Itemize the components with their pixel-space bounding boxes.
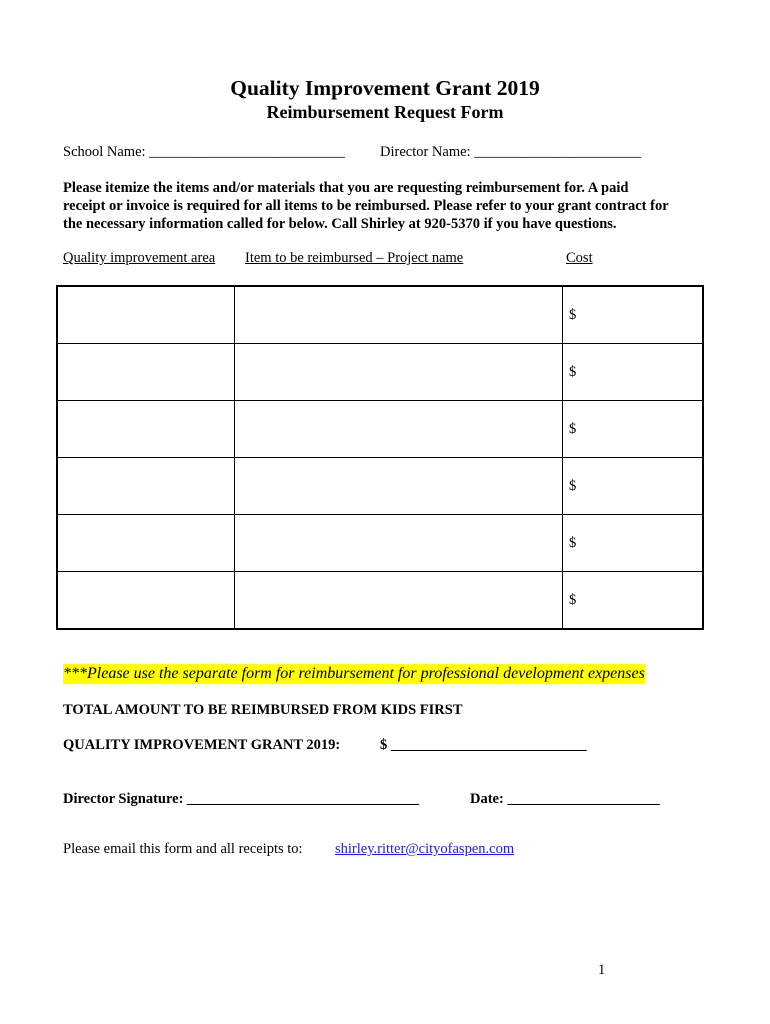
cost-cell[interactable]: $ — [563, 286, 704, 344]
instructions-line-1: Please itemize the items and/or materials that you are requesting reimbursement for. A paid — [63, 180, 629, 196]
cost-cell[interactable]: $ — [563, 515, 704, 572]
grant-total-field[interactable]: $ ___________________________ — [380, 737, 587, 753]
area-cell[interactable] — [57, 286, 235, 344]
instructions-paragraph — [63, 179, 713, 233]
instructions-line-3: the necessary information called for below. Call Shirley at 920-5370 if you have questions. — [63, 216, 617, 232]
column-header-item: Item to be reimbursed – Project name — [245, 250, 464, 266]
table-row — [57, 515, 703, 572]
area-cell[interactable] — [57, 458, 235, 515]
table-row — [57, 344, 703, 401]
school-name-field[interactable]: School Name: ___________________________ — [63, 144, 345, 160]
area-cell[interactable] — [57, 401, 235, 458]
item-cell[interactable] — [235, 458, 563, 515]
email-link[interactable]: shirley.ritter@cityofaspen.com — [335, 841, 515, 857]
page-number: 1 — [598, 962, 606, 978]
table-row — [57, 286, 703, 344]
table-row — [57, 572, 703, 630]
cost-cell[interactable]: $ — [563, 401, 704, 458]
area-cell[interactable] — [57, 515, 235, 572]
form-subtitle: Reimbursement Request Form — [266, 102, 504, 122]
column-header-cost: Cost — [566, 250, 593, 266]
area-cell[interactable] — [57, 572, 235, 630]
item-cell[interactable] — [235, 344, 563, 401]
item-cell[interactable] — [235, 401, 563, 458]
form-title: Quality Improvement Grant 2019 — [230, 76, 540, 100]
date-field[interactable]: Date: _____________________ — [470, 791, 660, 807]
item-cell[interactable] — [235, 515, 563, 572]
cost-cell[interactable]: $ — [563, 458, 704, 515]
email-instruction: Please email this form and all receipts to: — [63, 841, 303, 857]
item-cell[interactable] — [235, 572, 563, 630]
professional-development-notice: ***Please use the separate form for reimbursement for professional development expenses — [63, 665, 645, 682]
grant-total-label: QUALITY IMPROVEMENT GRANT 2019: — [63, 737, 341, 753]
area-cell[interactable] — [57, 344, 235, 401]
cost-cell[interactable]: $ — [563, 344, 704, 401]
cost-cell[interactable]: $ — [563, 572, 704, 630]
director-name-field[interactable]: Director Name: _______________________ — [380, 144, 641, 160]
instructions-line-2: receipt or invoice is required for all items to be reimbursed. Please refer to your grant contract for — [63, 198, 669, 214]
table-row — [57, 401, 703, 458]
column-header-area: Quality improvement area — [63, 250, 216, 266]
director-signature-field[interactable]: Director Signature: ________________________________ — [63, 791, 420, 807]
table-row — [57, 458, 703, 515]
reimbursement-table — [56, 285, 704, 630]
item-cell[interactable] — [235, 286, 563, 344]
total-amount-heading: TOTAL AMOUNT TO BE REIMBURSED FROM KIDS FIRST — [63, 702, 463, 718]
